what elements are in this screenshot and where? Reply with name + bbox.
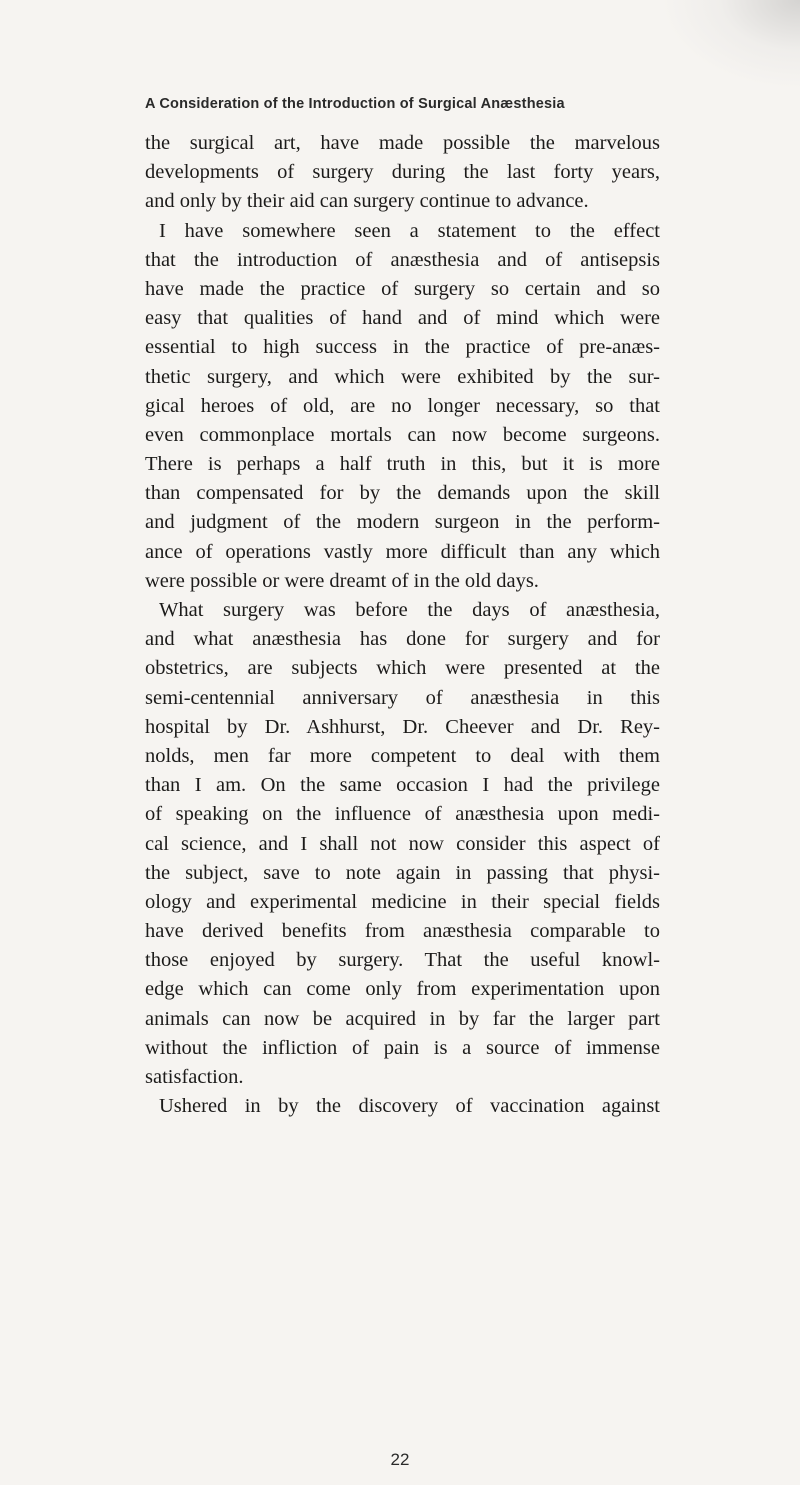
text-line: were possible or were dreamt of in the old days. <box>145 569 539 592</box>
text-line: satisfaction. <box>145 1066 244 1088</box>
page-number: 22 <box>390 1450 410 1469</box>
body-text <box>145 129 660 1121</box>
text-line: the surgical art, have made possible the marvelous <box>145 132 660 154</box>
text-line: those enjoyed by surgery. That the useful knowl- <box>145 949 660 972</box>
text-line: developments of surgery during the last forty years, <box>145 161 660 184</box>
text-line: that the introduction of anæsthesia and of antisepsis <box>145 248 660 271</box>
text-line: gical heroes of old, are no longer necessary, so that <box>145 394 660 417</box>
text-line: ance of operations vastly more difficult than any which <box>145 540 660 563</box>
text-line: semi-centennial anniversary of anæsthesia in this <box>145 686 660 709</box>
text-line: the subject, save to note again in passing that physi- <box>145 861 660 884</box>
text-line: cal science, and I shall not now consider this aspect of <box>145 832 660 855</box>
text-line: essential to high success in the practice of pre-anæs- <box>145 336 660 359</box>
text-line: I have somewhere seen a statement to the effect <box>159 219 660 242</box>
page-corner-shadow <box>660 0 800 90</box>
text-line: than compensated for by the demands upon the skill <box>145 482 660 505</box>
text-line: of speaking on the influence of anæsthesia upon medi- <box>145 803 660 826</box>
text-line: edge which can come only from experimentation upon <box>145 978 660 1001</box>
text-line: ology and experimental medicine in their special fields <box>145 890 660 913</box>
text-line: and judgment of the modern surgeon in the perform- <box>145 511 660 534</box>
text-line: than I am. On the same occasion I had the privilege <box>145 774 660 797</box>
running-head: A Consideration of the Introduction of Surgical Anæsthesia <box>145 96 565 112</box>
text-line: hospital by Dr. Ashhurst, Dr. Cheever and Dr. Rey- <box>145 715 660 738</box>
text-line: What surgery was before the days of anæsthesia, <box>159 599 660 621</box>
text-line: have derived benefits from anæsthesia comparable to <box>145 920 660 943</box>
text-line: obstetrics, are subjects which were presented at the <box>145 657 660 680</box>
text-line: animals can now be acquired in by far the larger part <box>145 1007 660 1030</box>
text-line: Ushered in by the discovery of vaccination against <box>159 1095 660 1118</box>
text-line: nolds, men far more competent to deal with them <box>145 744 660 767</box>
text-line: and only by their aid can surgery continue to advance. <box>145 190 589 213</box>
text-line: There is perhaps a half truth in this, but it is more <box>145 453 660 476</box>
text-line: thetic surgery, and which were exhibited by the sur- <box>145 365 660 388</box>
text-line: without the infliction of pain is a source of immense <box>145 1036 660 1059</box>
text-line: have made the practice of surgery so certain and so <box>145 277 660 300</box>
text-line: even commonplace mortals can now become surgeons. <box>145 423 660 446</box>
text-line: easy that qualities of hand and of mind which were <box>145 307 660 330</box>
text-line: and what anæsthesia has done for surgery and for <box>145 628 660 651</box>
